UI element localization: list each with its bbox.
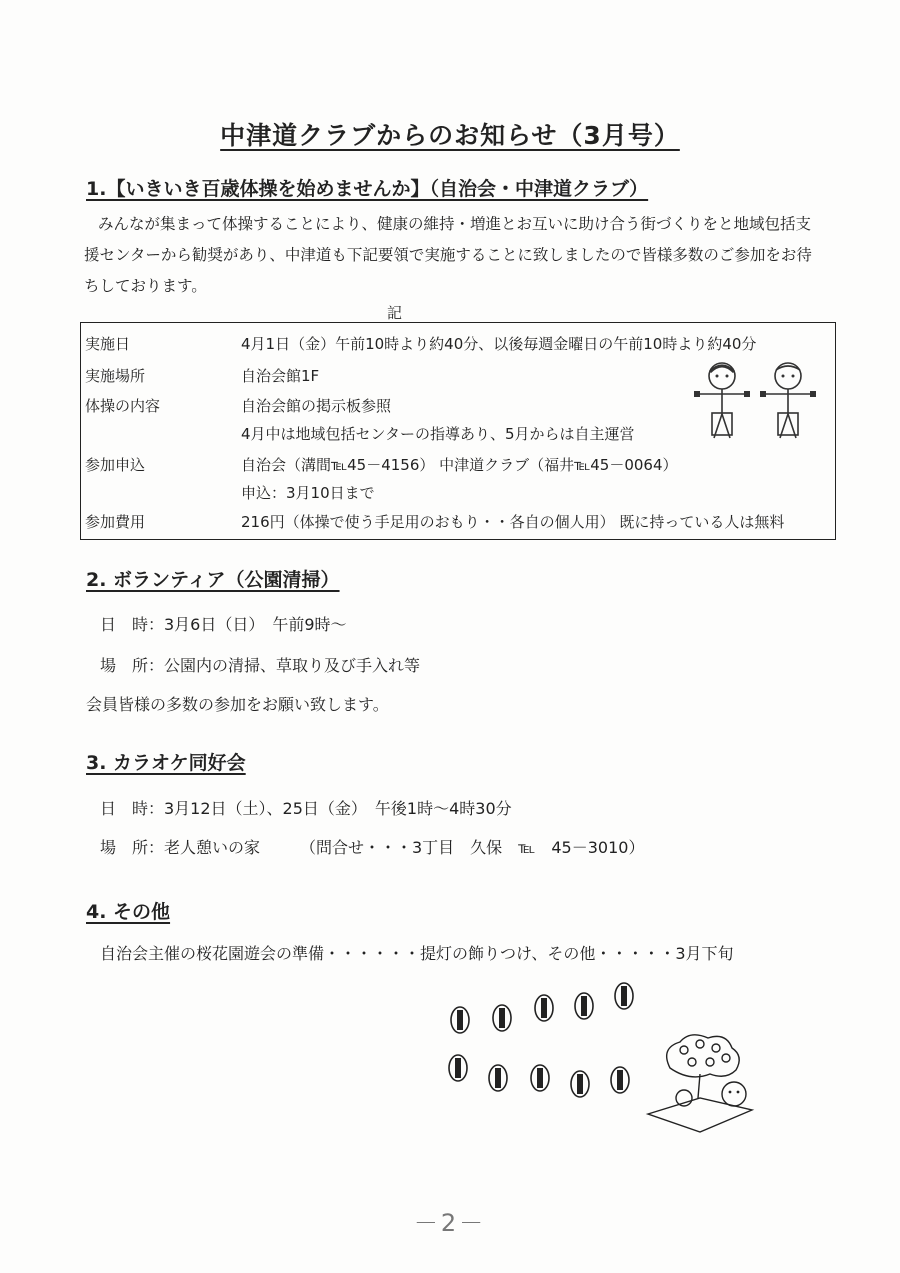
exercise-illustration-icon (690, 358, 820, 444)
detail-value: 自治会（溝間℡45－4156） 中津道クラブ（福井℡45－0064） (241, 456, 678, 474)
section2-heading: 2. ボランティア（公園清掃） (86, 569, 340, 591)
section3-place: 場 所：老人憩いの家 （問合せ・・・3丁目 久保 ℡ 45－3010） (100, 838, 645, 857)
section2-note: 会員皆様の多数の参加をお願い致します。 (86, 695, 389, 714)
section4-heading: 4. その他 (86, 901, 171, 923)
detail-label: 実施場所 (85, 367, 146, 385)
picnic-icon (640, 1028, 770, 1138)
section3-heading: 3. カラオケ同好会 (86, 752, 246, 774)
page-title-text: 中津道クラブからのお知らせ（3月号） (220, 121, 680, 150)
detail-value: 4月中は地域包括センターの指導あり、5月からは自主運営 (241, 425, 635, 443)
detail-value: 自治会館1F (241, 367, 320, 385)
section3-datetime: 日 時：3月12日（土）、25日（金） 午後1時～4時30分 (100, 799, 512, 818)
detail-value: 216円（体操で使う手足用のおもり・・各自の個人用） 既に持っている人は無料 (241, 513, 785, 531)
detail-label: 参加費用 (85, 513, 146, 531)
lantern-icon (440, 980, 660, 1100)
detail-label: 体操の内容 (85, 397, 161, 415)
section2-place: 場 所：公園内の清掃、草取り及び手入れ等 (100, 656, 421, 675)
detail-value: 自治会館の掲示板参照 (241, 397, 392, 415)
page-title (0, 116, 900, 152)
ki-label: 記 (387, 304, 403, 322)
section1-heading: 1.【いきいき百歳体操を始めませんか】（自治会・中津道クラブ） (86, 178, 649, 200)
page-number: －2－ (413, 1209, 487, 1237)
section1-body: みんなが集まって体操することにより、健康の維持・増進とお互いに助け合う街づくりをと地域包括支援センターから勧奨があり、中津道も下記要領で実施することに致しましたので皆様多数のご参加をお待ちしております。 (84, 215, 812, 295)
section4-item: 自治会主催の桜花園遊会の準備・・・・・・提灯の飾りつけ、その他・・・・・3月下旬 (100, 944, 734, 963)
detail-value: 4月1日（金）午前10時より約40分、以後毎週金曜日の午前10時より約40分 (241, 335, 757, 353)
detail-value: 申込：3月10日まで (241, 484, 375, 502)
section2-datetime: 日 時：3月6日（日） 午前9時～ (100, 615, 347, 634)
detail-label: 参加申込 (85, 456, 146, 474)
detail-label: 実施日 (85, 335, 131, 353)
